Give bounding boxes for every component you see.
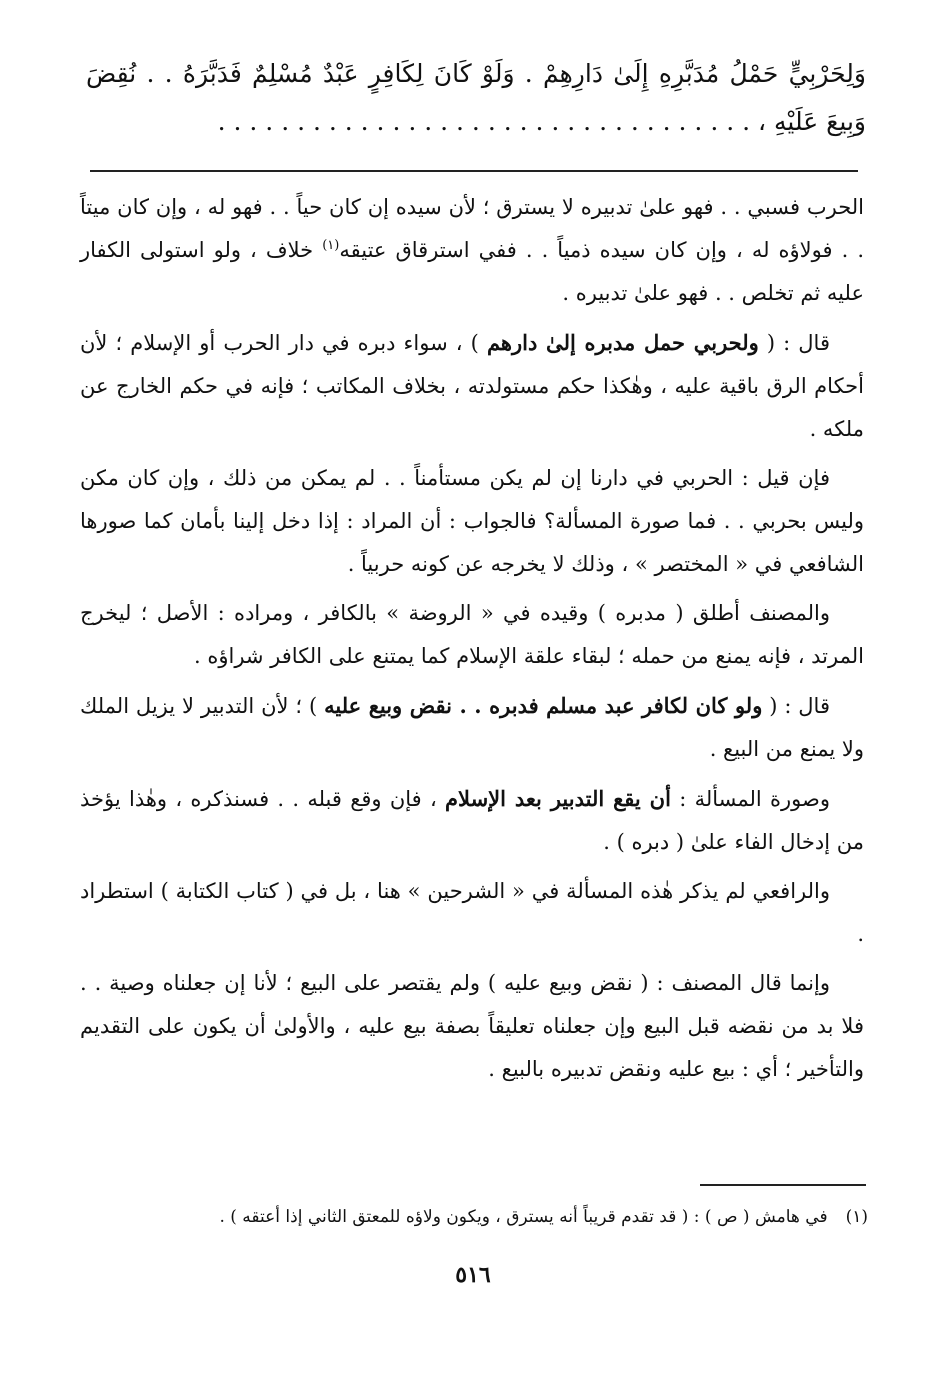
footnote-separator-line — [700, 1184, 866, 1186]
commentary-body — [80, 186, 864, 1097]
commentary-paragraph-5: قال : ( ولو كان لكافر عبد مسلم فدبره . . نقض وبيع عليه ) ؛ لأن التدبير لا يزيل الملك ولا يمنع من البيع . — [80, 693, 864, 761]
matn-line: وَلِحَرْبِيٍّ حَمْلُ مُدَبَّرِهِ إِلَىٰ دَارِهِمْ . وَلَوْ كَانَ لِكَافِرٍ عَبْدٌ مُسْلِمٌ فَدَبَّرَهُ . . نُقِضَ وَبِيعَ عَلَيْهِ ، — [86, 59, 866, 136]
footnote-text: في هامش ( ص ) : ( قد تقدم قريباً أنه يسترق ، ويكون ولاؤه للمعتق الثاني إذا أعتقه ) . — [219, 1207, 828, 1227]
footnote-number: (١) — [845, 1207, 868, 1227]
footnote — [120, 1202, 868, 1232]
commentary-paragraph-7: والرافعي لم يذكر هٰذه المسألة في « الشرحين » هنا ، بل في ( كتاب الكتابة ) استطراد . — [80, 879, 864, 946]
matn-separator-line — [90, 170, 858, 172]
quoted-matn: ولحربي حمل مدبره إلىٰ دارهم — [486, 330, 759, 355]
quoted-matn: ولو كان لكافر عبد مسلم فدبره . . نقض وبيع عليه — [324, 693, 763, 718]
emphasized-text: أن يقع التدبير بعد الإسلام — [445, 786, 671, 811]
commentary-paragraph-1: الحرب فسبي . . فهو علىٰ تدبيره لا يسترق ؛ لأن سيده إن كان حياً . . فهو له ، وإن كان ميتاً . . فولاؤه له ، وإن كان سيده ذمياً . . ففي استرقاق عتيقه$^{(١)}$ خلاف ، ولو استولى الكفار عليه ثم تخلص . . فهو علىٰ تدبيره . — [80, 195, 864, 305]
commentary-paragraph-8: وإنما قال المصنف : ( نقض وبيع عليه ) ولم يقتصر على البيع ؛ لأنا إن جعلناه وصية . . فلا بد من نقضه قبل البيع وإن جعلناه تعليقاً بصفة بيع عليه ، والأولىٰ أن يكون على التقديم والتأخير ؛ أي : بيع عليه ونقض تدبيره بالبيع . — [80, 971, 864, 1081]
page-number: ٥١٦ — [455, 1262, 491, 1288]
footnote-marker[interactable]: (١) — [322, 238, 340, 253]
matn-text — [86, 50, 866, 146]
commentary-paragraph-2: قال : ( ولحربي حمل مدبره إلىٰ دارهم ) ، سواء دبره في دار الحرب أو الإسلام ؛ لأن أحكام الرق باقية عليه ، وهٰكذا حكم مستولدته ، بخلاف المكاتب ؛ فإنه في حكم الخارج عن ملكه . — [80, 330, 864, 441]
commentary-paragraph-3: فإن قيل : الحربي في دارنا إن لم يكن مستأمناً . . لم يمكن من ذلك ، وإن كان مكن وليس بحربي . . فما صورة المسألة؟ فالجواب : أن المراد : إذا دخل إلينا بأمان كما صورها الشافعي في « المختصر » ، وذلك لا يخرجه عن كونه حربياً . — [80, 466, 864, 576]
matn-dots: . . . . . . . . . . . . . . . . . . . . . . . . . . . . . . . . . . — [217, 107, 751, 136]
commentary-paragraph-6: وصورة المسألة : أن يقع التدبير بعد الإسلام ، فإن وقع قبله . . فسنذكره ، وهٰذا يؤخذ من إدخال الفاء علىٰ ( دبره ) . — [80, 786, 864, 854]
commentary-paragraph-4: والمصنف أطلق ( مدبره ) وقيده في « الروضة » بالكافر ، ومراده : الأصل ؛ ليخرج المرتد ، فإنه يمنع من حمله ؛ لبقاء علقة الإسلام كما يمتنع على الكافر شراؤه . — [80, 601, 864, 668]
